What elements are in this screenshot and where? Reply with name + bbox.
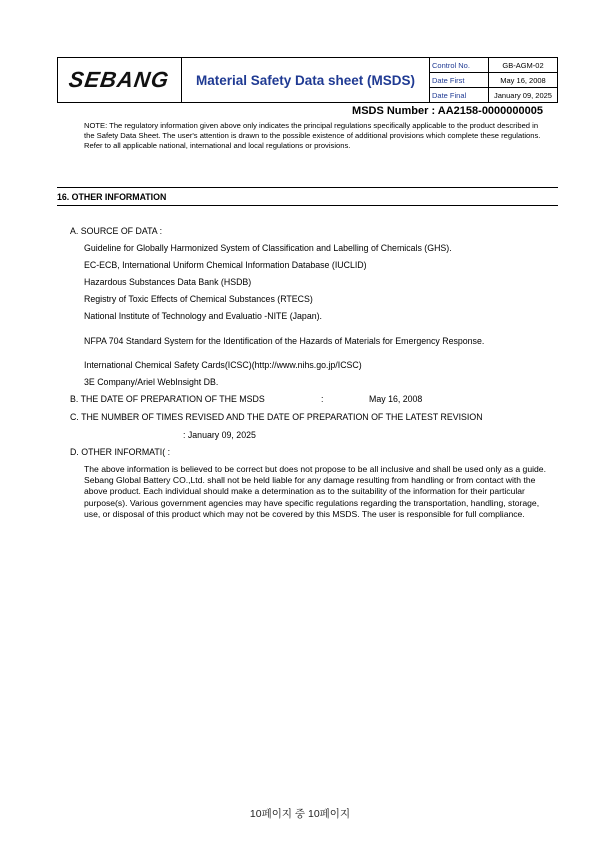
date-final-value: January 09, 2025 <box>494 90 552 100</box>
source-item: Guideline for Globally Harmonized System of Classification and Labelling of Chemicals (GHS). <box>84 243 452 253</box>
date-first-value: May 16, 2008 <box>500 75 546 85</box>
logo-cell <box>58 58 182 102</box>
page-footer: 10페이지 중 10페이지 <box>249 808 351 820</box>
section-top-rule <box>57 187 558 188</box>
date-first-label: Date First <box>430 73 489 87</box>
section-bottom-rule <box>57 205 558 206</box>
source-item: 3E Company/Ariel WebInsight DB. <box>84 377 219 387</box>
meta-table <box>430 58 557 102</box>
preparation-date-label: B. THE DATE OF PREPARATION OF THE MSDS <box>70 394 265 404</box>
source-item: Registry of Toxic Effects of Chemical Substances (RTECS) <box>84 294 313 304</box>
revision-value: : January 09, 2025 <box>183 430 256 440</box>
section-title: 16. OTHER INFORMATION <box>57 192 167 202</box>
msds-header <box>57 57 558 103</box>
disclaimer-paragraph: The above information is believed to be correct but does not propose to be all inclusive and shall be used only as a guide. Sebang Global Battery CO.,Ltd. shall not be held liable for any damage resulting from handling or from contact with the above product. Each individual should make a determination as to the suitability of the information for their particular purpose(s). Various government agencies may have specific regulations regarding the transportation, handling, storage, use, or disposal of this product which may not be covered by this MSDS. The user is responsible for full compliance. <box>84 464 546 519</box>
source-item: Hazardous Substances Data Bank (HSDB) <box>84 277 252 287</box>
source-item: NFPA 704 Standard System for the Identification of the Hazards of Materials for Emergency Response. <box>84 336 485 346</box>
date-final-label: Date Final <box>430 88 489 102</box>
source-of-data-label: A. SOURCE OF DATA : <box>70 226 163 236</box>
sebang-logo: SEBANG <box>67 67 172 92</box>
control-no-value: GB-AGM-02 <box>502 60 544 70</box>
document-title: Material Safety Data sheet (MSDS) <box>182 58 430 102</box>
other-information-label: D. OTHER INFORMATI( : <box>70 447 171 457</box>
revision-label: C. THE NUMBER OF TIMES REVISED AND THE DATE OF PREPARATION OF THE LATEST REVISION <box>70 412 483 422</box>
date-first-row <box>430 73 557 88</box>
control-no-row <box>430 58 557 73</box>
date-final-row <box>430 88 557 102</box>
msds-number: MSDS Number : AA2158-0000000005 <box>352 105 543 117</box>
preparation-date-value: May 16, 2008 <box>369 394 423 404</box>
regulatory-note: NOTE: The regulatory information given above only indicates the principal regulations specifically applicable to the product described in the Safety Data Sheet. The user's attention is drawn to the possible existence of additional provisions which complete these regulations. Refer to all applicable national, international and local regulations or provisions. <box>84 121 541 150</box>
preparation-date-colon: : <box>321 394 324 404</box>
source-item: EC-ECB, International Uniform Chemical Information Database (IUCLID) <box>84 260 367 270</box>
source-item: International Chemical Safety Cards(ICSC)(http://www.nihs.go.jp/ICSC) <box>84 360 362 370</box>
source-item: National Institute of Technology and Evaluatio -NITE (Japan). <box>84 311 322 321</box>
control-no-label: Control No. <box>430 58 489 72</box>
